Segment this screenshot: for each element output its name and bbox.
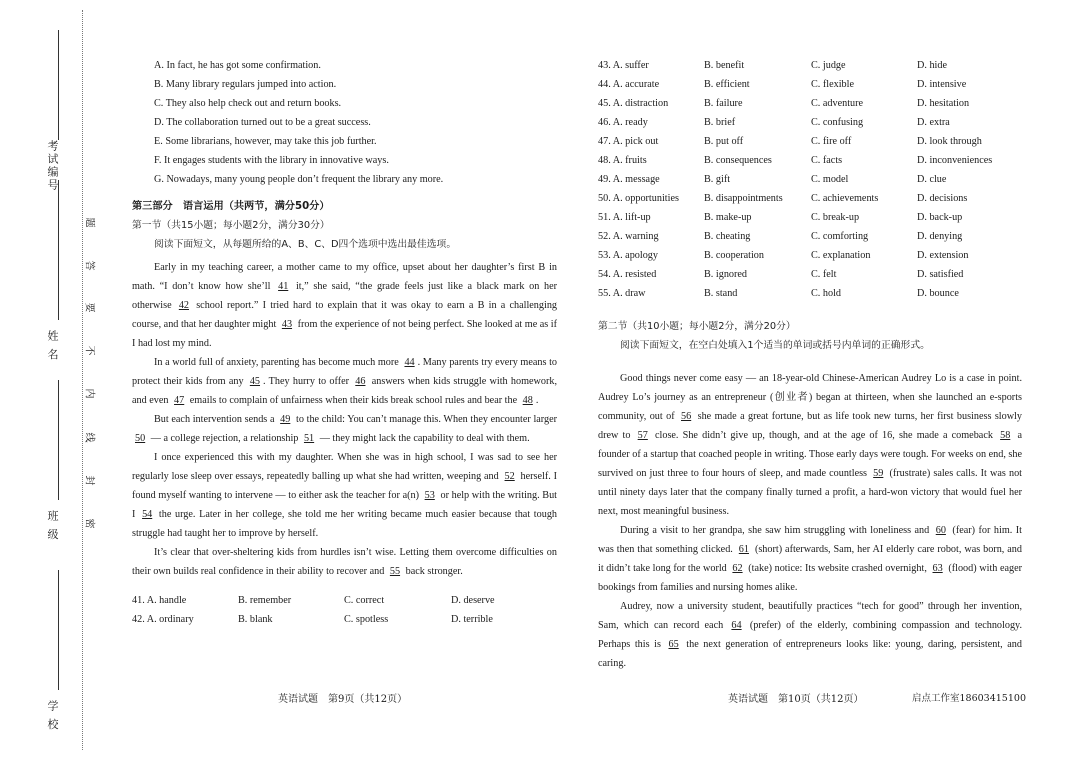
exam-number-line	[58, 30, 59, 140]
question-row	[598, 189, 1022, 208]
question-choice: 52. A. warning	[598, 231, 659, 242]
seal-char: 要	[83, 302, 95, 313]
question-choice: B. stand	[704, 288, 738, 299]
section-two-instruction: 阅读下面短文，在空白处填入1个适当的单词或括号内单词的正确形式。	[620, 340, 930, 351]
question-choice: 45. A. distraction	[598, 98, 669, 109]
question-choice: C. adventure	[811, 98, 864, 109]
question-choice: D. back-up	[917, 212, 963, 223]
passage-paragraph: Good things never come easy — an 18-year-old Chinese-American Audrey Lo is a case in point. Audrey Lo’s journey as an entrepreneur (创业者) began at thirteen, when she launched an e-sports community, out of 56 she made a great fortune, but as life took new turns, her first business slowly drew to 57 close. She didn’t give up, though, and at the age of 16, she made a comeback 58 a founder of a startup that coached people in writing. Those early days were tough. For weeks on end, she survived on just three to four hours of sleep, and made countless 59 (frustrate) sales calls. It was not until ninety days later that the company finally turned a profit, a hard-won victory that would fuel her next, most meaningful business.	[598, 373, 1023, 517]
blank-51: 51	[303, 433, 315, 444]
question-choice: D. extension	[917, 250, 969, 261]
question-choice: D. look through	[917, 136, 982, 147]
question-choice: C. hold	[811, 288, 842, 299]
blank-65: 65	[668, 639, 679, 650]
question-choice: C. comforting	[811, 231, 869, 242]
blank-58: 58	[1000, 430, 1011, 441]
question-choice: 49. A. message	[598, 174, 660, 185]
question-choice: B. disappointments	[704, 193, 783, 204]
seal-char: 线	[83, 432, 95, 443]
passage-paragraph: In a world full of anxiety, parenting has become much more 44 . Many parents try every means to protect their kids from any 45 . They hurry to offer 46 answers when kids struggle with homework, and even 47 emails to complain of unfairness when their kids break school rules and bear the 48 .	[132, 357, 558, 406]
blank-64: 64	[731, 620, 742, 631]
option-line: G. Nowadays, many young people don’t frequent the library any more.	[154, 174, 444, 185]
part-three-title: 第三部分 语言运用（共两节，满分50分）	[132, 201, 330, 212]
question-choice: C. facts	[811, 155, 843, 166]
passage-paragraph: During a visit to her grandpa, she saw him struggling with loneliness and 60 (fear) for him. It was then that something clicked. 61 (short) afterwards, Sam, her AI elderly care robot, was born, and it didn’t take long for the world 62 (take) notice: Its website crashed overnight, 63 (flood) with eager bookings from families and nursing homes alike.	[598, 525, 1023, 593]
class-label: 班 级	[46, 510, 59, 542]
blank-46: 46	[355, 376, 366, 387]
question-choice: D. denying	[917, 231, 963, 242]
question-choice: B. gift	[704, 174, 731, 185]
question-choice: C. break-up	[811, 212, 860, 223]
question-row	[598, 132, 1022, 151]
question-list	[598, 56, 1022, 303]
question-choice: C. explanation	[811, 250, 871, 261]
question-choice: B. make-up	[704, 212, 752, 223]
section-two-title: 第二节（共10小题；每小题2分，满分20分）	[598, 321, 796, 332]
question-choice: 53. A. apology	[598, 250, 658, 261]
question-choice: C. judge	[811, 60, 846, 71]
question-row	[598, 75, 1022, 94]
question-choice: 47. A. pick out	[598, 136, 659, 147]
question-choice: B. consequences	[704, 155, 772, 166]
question-choice: C. fire off	[811, 136, 852, 147]
question-choice: 55. A. draw	[598, 288, 646, 299]
question-42-row: 42. A. ordinary B. blank C. spotless D. terrible	[132, 614, 493, 625]
seal-char: 密	[83, 518, 95, 529]
blank-45: 45	[249, 376, 261, 387]
question-choice: B. brief	[704, 117, 736, 128]
question-choice: 48. A. fruits	[598, 155, 647, 166]
seal-line	[82, 10, 83, 750]
option-line: A. In fact, he has got some confirmation.	[154, 60, 321, 71]
question-row	[598, 227, 1022, 246]
seal-char: 答	[83, 260, 95, 271]
question-choice: C. flexible	[811, 79, 855, 90]
blank-48: 48	[522, 395, 533, 406]
blank-56: 56	[681, 411, 692, 422]
option-line: B. Many library regulars jumped into action.	[154, 79, 337, 90]
blank-59: 59	[873, 468, 884, 479]
question-choice: 51. A. lift-up	[598, 212, 651, 223]
question-choice: B. efficient	[704, 79, 750, 90]
question-choice: D. bounce	[917, 288, 959, 299]
question-choice: C. model	[811, 174, 849, 185]
question-choice: 54. A. resisted	[598, 269, 657, 280]
blank-52: 52	[504, 471, 515, 482]
question-choice: 43. A. suffer	[598, 60, 649, 71]
class-line	[58, 380, 59, 500]
page-10-column	[598, 56, 1022, 673]
question-choice: D. decisions	[917, 193, 968, 204]
question-row	[598, 284, 1022, 303]
question-choice: D. inconveniences	[917, 155, 993, 166]
page-9-column	[132, 56, 557, 629]
question-row	[598, 151, 1022, 170]
binding-margin	[0, 0, 120, 764]
blank-63: 63	[932, 563, 943, 574]
seal-char: 不	[83, 345, 95, 356]
option-line: E. Some librarians, however, may take this job further.	[154, 136, 377, 147]
question-row	[598, 208, 1022, 227]
question-choice: C. achievements	[811, 193, 879, 204]
question-choice: B. put off	[704, 136, 744, 147]
question-row	[598, 94, 1022, 113]
seal-char: 封	[83, 475, 95, 486]
question-choice: B. ignored	[704, 269, 748, 280]
studio-credit: 启点工作室18603415100	[912, 693, 1026, 704]
blank-49: 49	[280, 414, 291, 425]
question-choice: B. benefit	[704, 60, 745, 71]
blank-57: 57	[637, 430, 648, 441]
question-row	[598, 265, 1022, 284]
question-choice: D. clue	[917, 174, 947, 185]
option-line: D. The collaboration turned out to be a great success.	[154, 117, 371, 128]
option-line: F. It engages students with the library in innovative ways.	[154, 155, 389, 166]
passage-paragraph: Audrey, now a university student, beautifully practices “tech for good” through her invention, Sam, which can record each 64 (prefer) of the elderly, combining compassion and technology. Perhaps this is 65 the next generation of entrepreneurs looks like: young, daring, persistent, and caring.	[598, 601, 1023, 669]
blank-62: 62	[732, 563, 743, 574]
question-choice: C. felt	[811, 269, 837, 280]
blank-60: 60	[935, 525, 946, 536]
question-choice: B. failure	[704, 98, 743, 109]
page-10-footer: 英语试题 第10页（共12页）	[728, 694, 864, 705]
blank-61: 61	[738, 544, 749, 555]
question-row	[598, 170, 1022, 189]
blank-44: 44	[404, 357, 415, 368]
section-one-instruction: 阅读下面短文，从每题所给的A、B、C、D四个选项中选出最佳选项。	[154, 239, 457, 250]
question-row	[598, 113, 1022, 132]
blank-54: 54	[142, 509, 153, 520]
passage-paragraph: It’s clear that over-sheltering kids from hurdles isn’t wise. Letting them overcome difficulties on their own builds real confidence in their ability to recover and 55 back stronger.	[132, 547, 557, 577]
blank-53: 53	[424, 490, 435, 501]
passage-paragraph: But each intervention sends a 49 to the child: You can’t manage this. When they encounter larger 50 — a college rejection, a relationship 51 — they might lack the capability to deal with them.	[132, 410, 557, 448]
name-line	[58, 180, 59, 320]
passage-paragraph: I once experienced this with my daughter. When she was in high school, I was sad to see her regularly lose sleep over essays, repeatedly balling up what she had written, weeping and 52 herself. I found myself wanting to intervene — to either ask the teacher for a(n) 53 or help with the writing. But I 54 the urge. Later in her college, she told me her writing became much easier because that tough struggle had taught her to improve by herself.	[132, 452, 558, 539]
question-choice: B. cheating	[704, 231, 751, 242]
question-choice: 44. A. accurate	[598, 79, 660, 90]
question-choice: C. confusing	[811, 117, 864, 128]
blank-50: 50	[135, 433, 146, 444]
school-label: 学 校	[46, 700, 59, 732]
exam-number-label: 考试编号	[46, 140, 59, 192]
question-choice: D. hide	[917, 60, 947, 71]
question-choice: D. extra	[917, 117, 950, 128]
question-41-row: 41. A. handle B. remember C. correct D. deserve	[132, 595, 495, 606]
blank-41: 41	[278, 281, 289, 292]
question-choice: D. satisfied	[917, 269, 964, 280]
school-line	[58, 570, 59, 690]
seal-char: 内	[83, 388, 95, 399]
question-row	[598, 56, 1022, 75]
page-9-footer: 英语试题 第9页（共12页）	[278, 694, 408, 705]
passage-paragraph: Early in my teaching career, a mother came to my office, upset about her daughter’s first B in math. “I don’t know how she’ll 41 it,” she said, “the grade feels just like a black mark on her otherwise 42 school report.” I tried hard to explain that it was okay to earn a B in a challenging course, and that her daughter might 43 from the experience of not being perfect. She looked at me as if I had lost my mind.	[132, 262, 558, 349]
question-choice: 46. A. ready	[598, 117, 648, 128]
question-choice: D. hesitation	[917, 98, 970, 109]
option-line: C. They also help check out and return books.	[154, 98, 342, 109]
question-choice: B. cooperation	[704, 250, 764, 261]
blank-55: 55	[389, 566, 401, 577]
blank-47: 47	[174, 395, 185, 406]
question-row	[598, 246, 1022, 265]
question-choice: 50. A. opportunities	[598, 193, 679, 204]
seal-char: 题	[83, 217, 95, 228]
question-choice: D. intensive	[917, 79, 967, 90]
section-one-title: 第一节（共15小题；每小题2分，满分30分）	[132, 220, 330, 231]
blank-42: 42	[178, 300, 189, 311]
blank-43: 43	[281, 319, 293, 330]
name-label: 姓 名	[46, 330, 59, 362]
